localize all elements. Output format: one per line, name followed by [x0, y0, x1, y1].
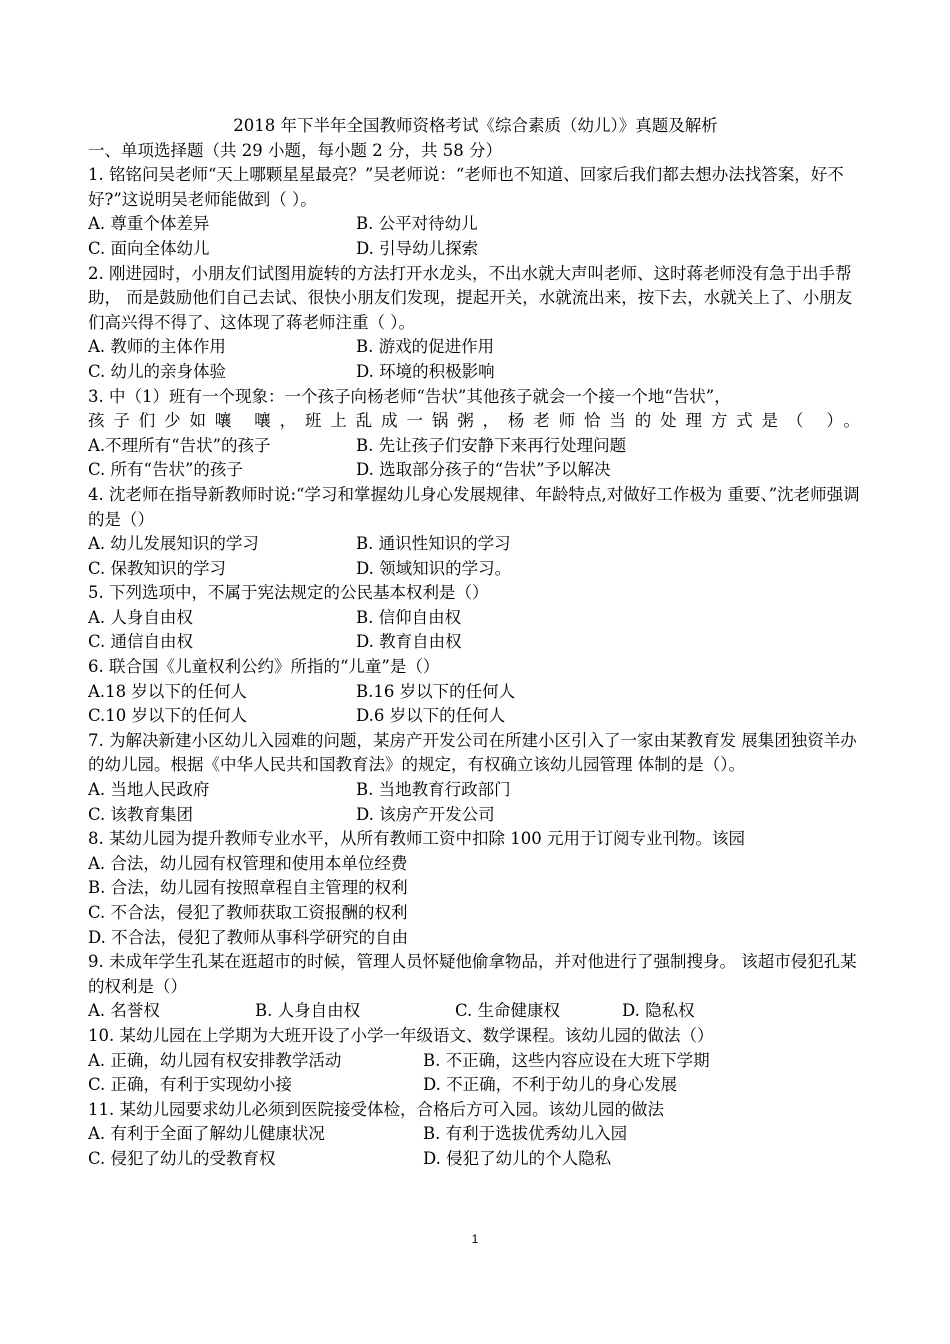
option-b: B. 不正确，这些内容应设在大班下学期: [423, 1050, 710, 1070]
option-b: B. 合法，幼儿园有按照章程自主管理的权利: [88, 878, 408, 898]
options-grid: [88, 1049, 863, 1098]
option-d: D. 选取部分孩子的“告状”予以解决: [356, 460, 611, 480]
option-b: B.16 岁以下的任何人: [356, 681, 516, 701]
option-b: B. 公平对待幼儿: [356, 214, 478, 234]
option-d: D. 侵犯了幼儿的个人隐私: [423, 1148, 612, 1168]
option-b: B. 游戏的促进作用: [356, 337, 495, 357]
option-a: A. 正确，幼儿园有权安排教学活动: [88, 1050, 342, 1070]
options-grid: [88, 212, 863, 261]
question-4: [88, 483, 863, 581]
question-text: 7. 为解决新建小区幼儿入园难的问题，某房产开发公司在所建小区引入了一家由某教育发 展集团独资羊办的幼儿园。根据《中华人民共和国教育法》的规定，有权确立该幼儿园管理 体制的是（）。: [88, 730, 857, 775]
question-8: [88, 827, 863, 950]
options-grid: [88, 434, 863, 483]
section-heading: 一、单项选择题（共 29 小题，每小题 2 分，共 58 分）: [88, 140, 502, 160]
option-a: A. 有利于全面了解幼儿健康状况: [88, 1124, 325, 1144]
option-d: D. 引导幼儿探索: [356, 238, 479, 258]
question-text: 11. 某幼儿园要求幼儿必须到医院接受体检，合格后方可入园。该幼儿园的做法: [88, 1099, 664, 1119]
option-c: C. 正确，有利于实现幼小接: [88, 1075, 293, 1095]
options-grid: [88, 778, 863, 827]
options-grid: [88, 532, 863, 581]
question-3: [88, 385, 863, 483]
options-grid: [88, 335, 863, 384]
option-c: C.10 岁以下的任何人: [88, 706, 248, 726]
option-c: C. 生命健康权: [455, 1001, 561, 1021]
question-text: 8. 某幼儿园为提升教师专业水平，从所有教师工资中扣除 100 元用于订阅专业刊物。该园: [88, 829, 745, 849]
options-grid: [88, 680, 863, 729]
option-d: D. 环境的积极影响: [356, 361, 495, 381]
question-text: 6. 联合国《儿童权利公约》所指的“儿童”是（）: [88, 657, 440, 677]
question-text: 1. 铭铭问吴老师“天上哪颗星星最亮？”吴老师说：“老师也不知道、回家后我们都去想办法找答案，好不 好?”这说明吴老师能做到（ ）。: [88, 165, 844, 209]
options-list: [88, 852, 863, 950]
question-text: 4. 沈老师在指导新教师时说:“学习和掌握幼儿身心发展规律、年龄特点,对做好工作极为 重要、”沈老师强调的是（）: [88, 484, 860, 529]
page-title: 2018 年下半年全国教师资格考试《综合素质（幼儿）》真题及解析: [233, 116, 718, 135]
option-d: D. 教育自由权: [356, 632, 462, 652]
question-5: [88, 581, 863, 655]
options-row: [88, 999, 863, 1024]
option-a: A. 教师的主体作用: [88, 337, 226, 357]
question-11: [88, 1098, 863, 1172]
question-text: 2. 刚进园时，小朋友们试图用旋转的方法打开水龙头，不出水就大声叫老师、这时蒋老师没有急于出手帮助， 而是鼓励他们自己去试、很快小朋友们发现，提起开关，水就流出来，按下去，水就关上了、小朋友们高兴得不得了、这体现了蒋老师注重（ ）。: [88, 263, 853, 332]
question-7: [88, 729, 863, 827]
option-b: B. 有利于选拔优秀幼儿入园: [423, 1124, 628, 1144]
options-grid: [88, 606, 863, 655]
option-c: C. 通信自由权: [88, 632, 194, 652]
option-d: D. 隐私权: [622, 1001, 695, 1021]
option-a: A. 合法，幼儿园有权管理和使用本单位经费: [88, 853, 408, 873]
option-a: A. 人身自由权: [88, 607, 193, 627]
option-c: C. 所有“告状”的孩子: [88, 460, 243, 480]
option-a: A. 当地人民政府: [88, 780, 210, 800]
question-1: [88, 163, 863, 261]
option-a: A.18 岁以下的任何人: [88, 681, 247, 701]
question-text: 10. 某幼儿园在上学期为大班开设了小学一年级语文、数学课程。该幼儿园的做法（）: [88, 1025, 714, 1045]
option-b: B. 先让孩子们安静下来再行处理问题: [356, 435, 627, 455]
question-2: [88, 262, 863, 385]
option-d: D. 不合法，侵犯了教师从事科学研究的自由: [88, 927, 409, 947]
option-d: D. 领域知识的学习。: [356, 558, 512, 578]
page-number: 1: [471, 1232, 479, 1246]
option-c: C. 该教育集团: [88, 804, 194, 824]
question-10: [88, 1024, 863, 1098]
question-text: 3. 中（1）班有一个现象：一个孩子向杨老师“告状”其他孩子就会一个接一个地“告状”，: [88, 386, 731, 406]
option-c: C. 保教知识的学习: [88, 558, 227, 578]
question-text-continued: 孩子们少如嚷 嚷，班上乱成一锅粥，杨老师恰当的处理方式是（ ）。: [88, 411, 863, 431]
option-b: B. 通识性知识的学习: [356, 534, 511, 554]
page-content: [88, 114, 863, 1172]
question-text: 5. 下列选项中，不属于宪法规定的公民基本权利是（）: [88, 583, 489, 603]
question-9: [88, 950, 863, 1024]
option-a: A.不理所有“告状”的孩子: [88, 435, 271, 455]
option-b: B. 人身自由权: [255, 1001, 361, 1021]
option-a: A. 名誉权: [88, 1001, 160, 1021]
option-a: A. 尊重个体差异: [88, 214, 210, 234]
option-c: C. 面向全体幼儿: [88, 238, 210, 258]
option-b: B. 信仰自由权: [356, 607, 462, 627]
option-a: A. 幼儿发展知识的学习: [88, 534, 259, 554]
options-grid: [88, 1122, 863, 1171]
option-d: D. 不正确，不利于幼儿的身心发展: [423, 1075, 678, 1095]
option-c: C. 幼儿的亲身体验: [88, 361, 227, 381]
question-text: 9. 未成年学生孔某在逛超市的时候，管理人员怀疑他偷拿物品，并对他进行了强制搜身。 该超市侵犯孔某的权利是（）: [88, 952, 857, 996]
option-b: B. 当地教育行政部门: [356, 780, 511, 800]
option-d: D. 该房产开发公司: [356, 804, 495, 824]
option-d: D.6 岁以下的任何人: [356, 706, 506, 726]
option-c: C. 不合法，侵犯了教师获取工资报酬的权利: [88, 903, 408, 922]
question-6: [88, 655, 863, 729]
option-c: C. 侵犯了幼儿的受教育权: [88, 1148, 276, 1168]
